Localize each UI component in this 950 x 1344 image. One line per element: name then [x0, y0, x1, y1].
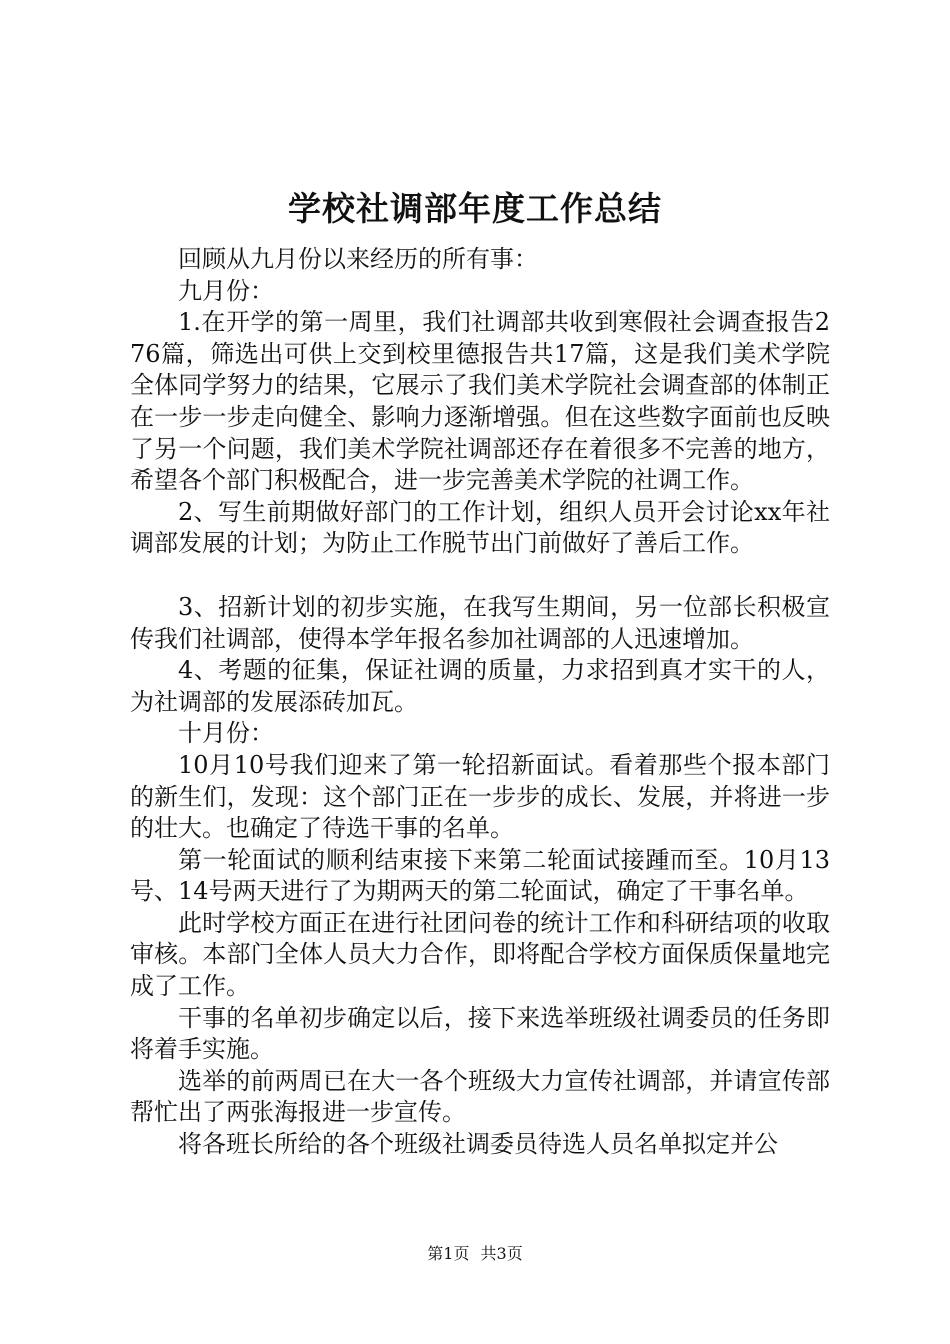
paragraph-october-1: 10月10号我们迎来了第一轮招新面试。看着那些个报本部门的新生们，发现：这个部门正在一步步的成长、发展，并将进一步的壮大。也确定了待选干事的名单。	[130, 750, 830, 843]
document-body	[130, 244, 830, 1161]
paragraph-october-3: 此时学校方面正在进行社团问卷的统计工作和科研结项的收取审核。本部门全体人员大力合作，即将配合学校方面保质保量地完成了工作。	[130, 908, 830, 1001]
paragraph-item-2: 2、写生前期做好部门的工作计划，组织人员开会讨论xx年社调部发展的计划；为防止工作脱节出门前做好了善后工作。	[130, 497, 830, 558]
paragraph-october-6: 将各班长所给的各个班级社调委员待选人员名单拟定并公	[178, 1130, 778, 1159]
paragraph-item-1: 1.在开学的第一周里，我们社调部共收到寒假社会调查报告276篇，筛选出可供上交到校里德报告共17篇，这是我们美术学院全体同学努力的结果，它展示了我们美术学院社会调查部的体制正在一步一步走向健全、影响力逐渐增强。但在这些数字面前也反映了另一个问题，我们美术学院社调部还存在着很多不完善的地方，希望各个部门积极配合，进一步完善美术学院的社调工作。	[130, 308, 830, 495]
paragraph-september-heading: 九月份：	[178, 276, 274, 305]
paragraph-item-4: 4、考题的征集，保证社调的质量，力求招到真才实干的人，为社调部的发展添砖加瓦。	[130, 656, 830, 716]
paragraph-october-2: 第一轮面试的顺利结束接下来第二轮面试接踵而至。10月13号、14号两天进行了为期两天的第二轮面试，确定了干事名单。	[130, 845, 830, 906]
paragraph-october-5: 选举的前两周已在大一各个班级大力宣传社调部，并请宣传部帮忙出了两张海报进一步宣传。	[130, 1066, 830, 1127]
paragraph-gap	[130, 560, 830, 592]
paragraph-october-4: 干事的名单初步确定以后，接下来选举班级社调委员的任务即将着手实施。	[130, 1003, 830, 1064]
paragraph-october-heading: 十月份：	[178, 719, 274, 748]
page-number: 第1页	[427, 1244, 470, 1263]
page-total: 共3页	[480, 1244, 523, 1263]
paragraph-intro: 回顾从九月份以来经历的所有事：	[178, 245, 538, 273]
paragraph-item-3: 3、招新计划的初步实施，在我写生期间，另一位部长积极宣传我们社调部，使得本学年报名参加社调部的人迅速增加。	[130, 592, 830, 653]
page-footer	[0, 1243, 950, 1265]
document-title: 学校社调部年度工作总结	[288, 189, 662, 228]
